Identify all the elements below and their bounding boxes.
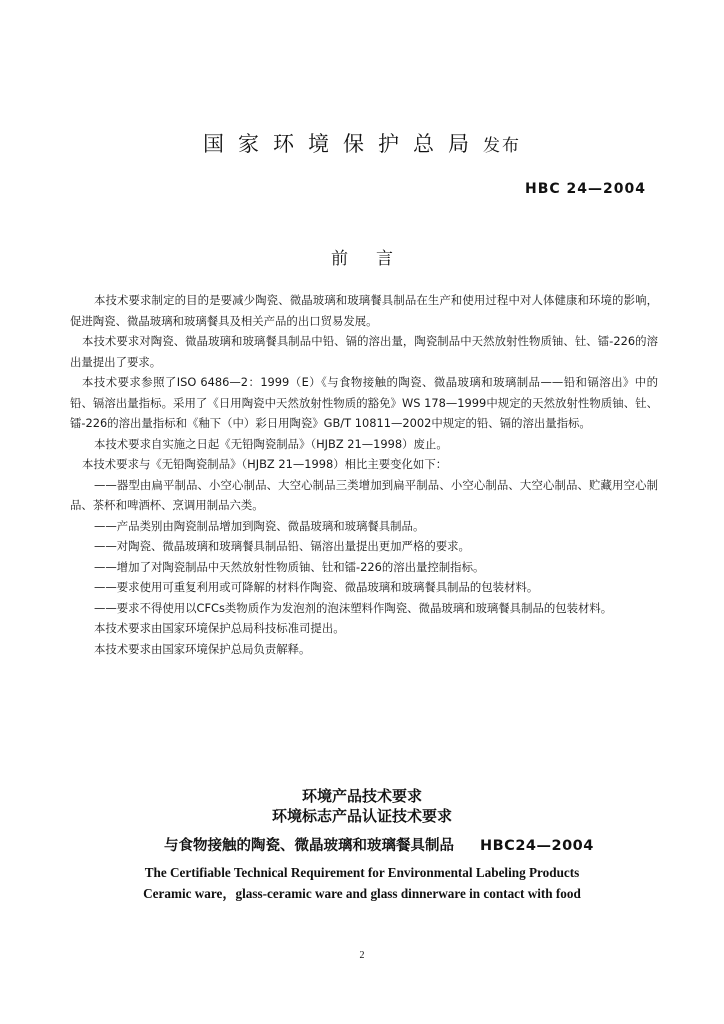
foreword-paragraph-5: 本技术要求与《无铅陶瓷制品》（HJBZ 21—1998）相比主要变化如下： xyxy=(82,457,448,471)
foreword-paragraph-interpreter: 本技术要求由国家环境保护总局负责解释。 xyxy=(94,641,311,656)
page-number: 2 xyxy=(359,950,365,961)
change-item-6: ——要求不得使用以CFCs类物质作为发泡剂的泡沫塑料作陶瓷、微晶玻璃和玻璃餐具制品的包装材料。 xyxy=(94,600,613,615)
change-item-2: ——产品类别由陶瓷制品增加到陶瓷、微晶玻璃和玻璃餐具制品。 xyxy=(94,518,425,533)
change-item-4: ——增加了对陶瓷制品中天然放射性物质铀、钍和镭-226的溶出量控制指标。 xyxy=(94,559,485,574)
english-title-line-1: The Certifiable Technical Requirement for Environmental Labeling Products xyxy=(144,865,580,880)
english-title-block xyxy=(0,862,724,904)
standard-title-line-2: 环境标志产品认证技术要求 xyxy=(271,807,452,825)
product-title xyxy=(164,834,664,855)
english-title-line-2: Ceramic ware，glass-ceramic ware and glass dinnerware in contact with food xyxy=(143,886,581,901)
foreword-paragraph-1: 本技术要求制定的目的是要减少陶瓷、微晶玻璃和玻璃餐具制品在生产和使用过程中对人体健康和环境的影响，促进陶瓷、微晶玻璃和玻璃餐具及相关产品的出口贸易发展。 xyxy=(70,293,658,328)
foreword-paragraph-proposer: 本技术要求由国家环境保护总局科技标准司提出。 xyxy=(94,621,345,635)
foreword-paragraph-3: 本技术要求参照了ISO 6486—2：1999（E）《与食物接触的陶瓷、微晶玻璃和玻璃制品——铅和镉溶出》中的铅、镉溶出量指标。采用了《日用陶瓷中天然放射性物质的豁免》WS 178—1999中规定的天然放射性物质铀、钍、镭-226的溶出量指标和《釉下（中）彩日用陶瓷》GB/T 10811—2002中规定的铅、镉的溶出量指标。 xyxy=(70,375,658,430)
change-item-1: ——器型由扁平制品、小空心制品、大空心制品三类增加到扁平制品、小空心制品、大空心制品、贮藏用空心制品、茶杯和啤酒杯、烹调用制品六类。 xyxy=(70,477,658,512)
product-code: HBC24—2004 xyxy=(480,838,594,854)
foreword-paragraph-4: 本技术要求自实施之日起《无铅陶瓷制品》（HJBZ 21—1998）废止。 xyxy=(94,436,448,451)
standard-code: HBC 24—2004 xyxy=(525,181,646,197)
standard-title-block xyxy=(0,786,724,826)
foreword-paragraph-2: 本技术要求对陶瓷、微晶玻璃和玻璃餐具制品中铅、镉的溶出量，陶瓷制品中天然放射性物质铀、钍、镭-226的溶出量提出了要求。 xyxy=(70,334,658,369)
issuer-line xyxy=(0,128,724,158)
foreword-body xyxy=(70,290,658,659)
issuer-name: 国家环境保护总局 xyxy=(203,132,483,156)
change-item-3: ——对陶瓷、微晶玻璃和玻璃餐具制品铅、镉溶出量提出更加严格的要求。 xyxy=(94,539,470,553)
publish-label: 发布 xyxy=(483,136,521,156)
standard-title-line-1: 环境产品技术要求 xyxy=(301,787,422,805)
change-item-5: ——要求使用可重复利用或可降解的材料作陶瓷、微晶玻璃和玻璃餐具制品的包装材料。 xyxy=(94,580,539,594)
foreword-title: 前言 xyxy=(331,249,421,269)
product-name: 与食物接触的陶瓷、微晶玻璃和玻璃餐具制品 xyxy=(164,838,454,854)
